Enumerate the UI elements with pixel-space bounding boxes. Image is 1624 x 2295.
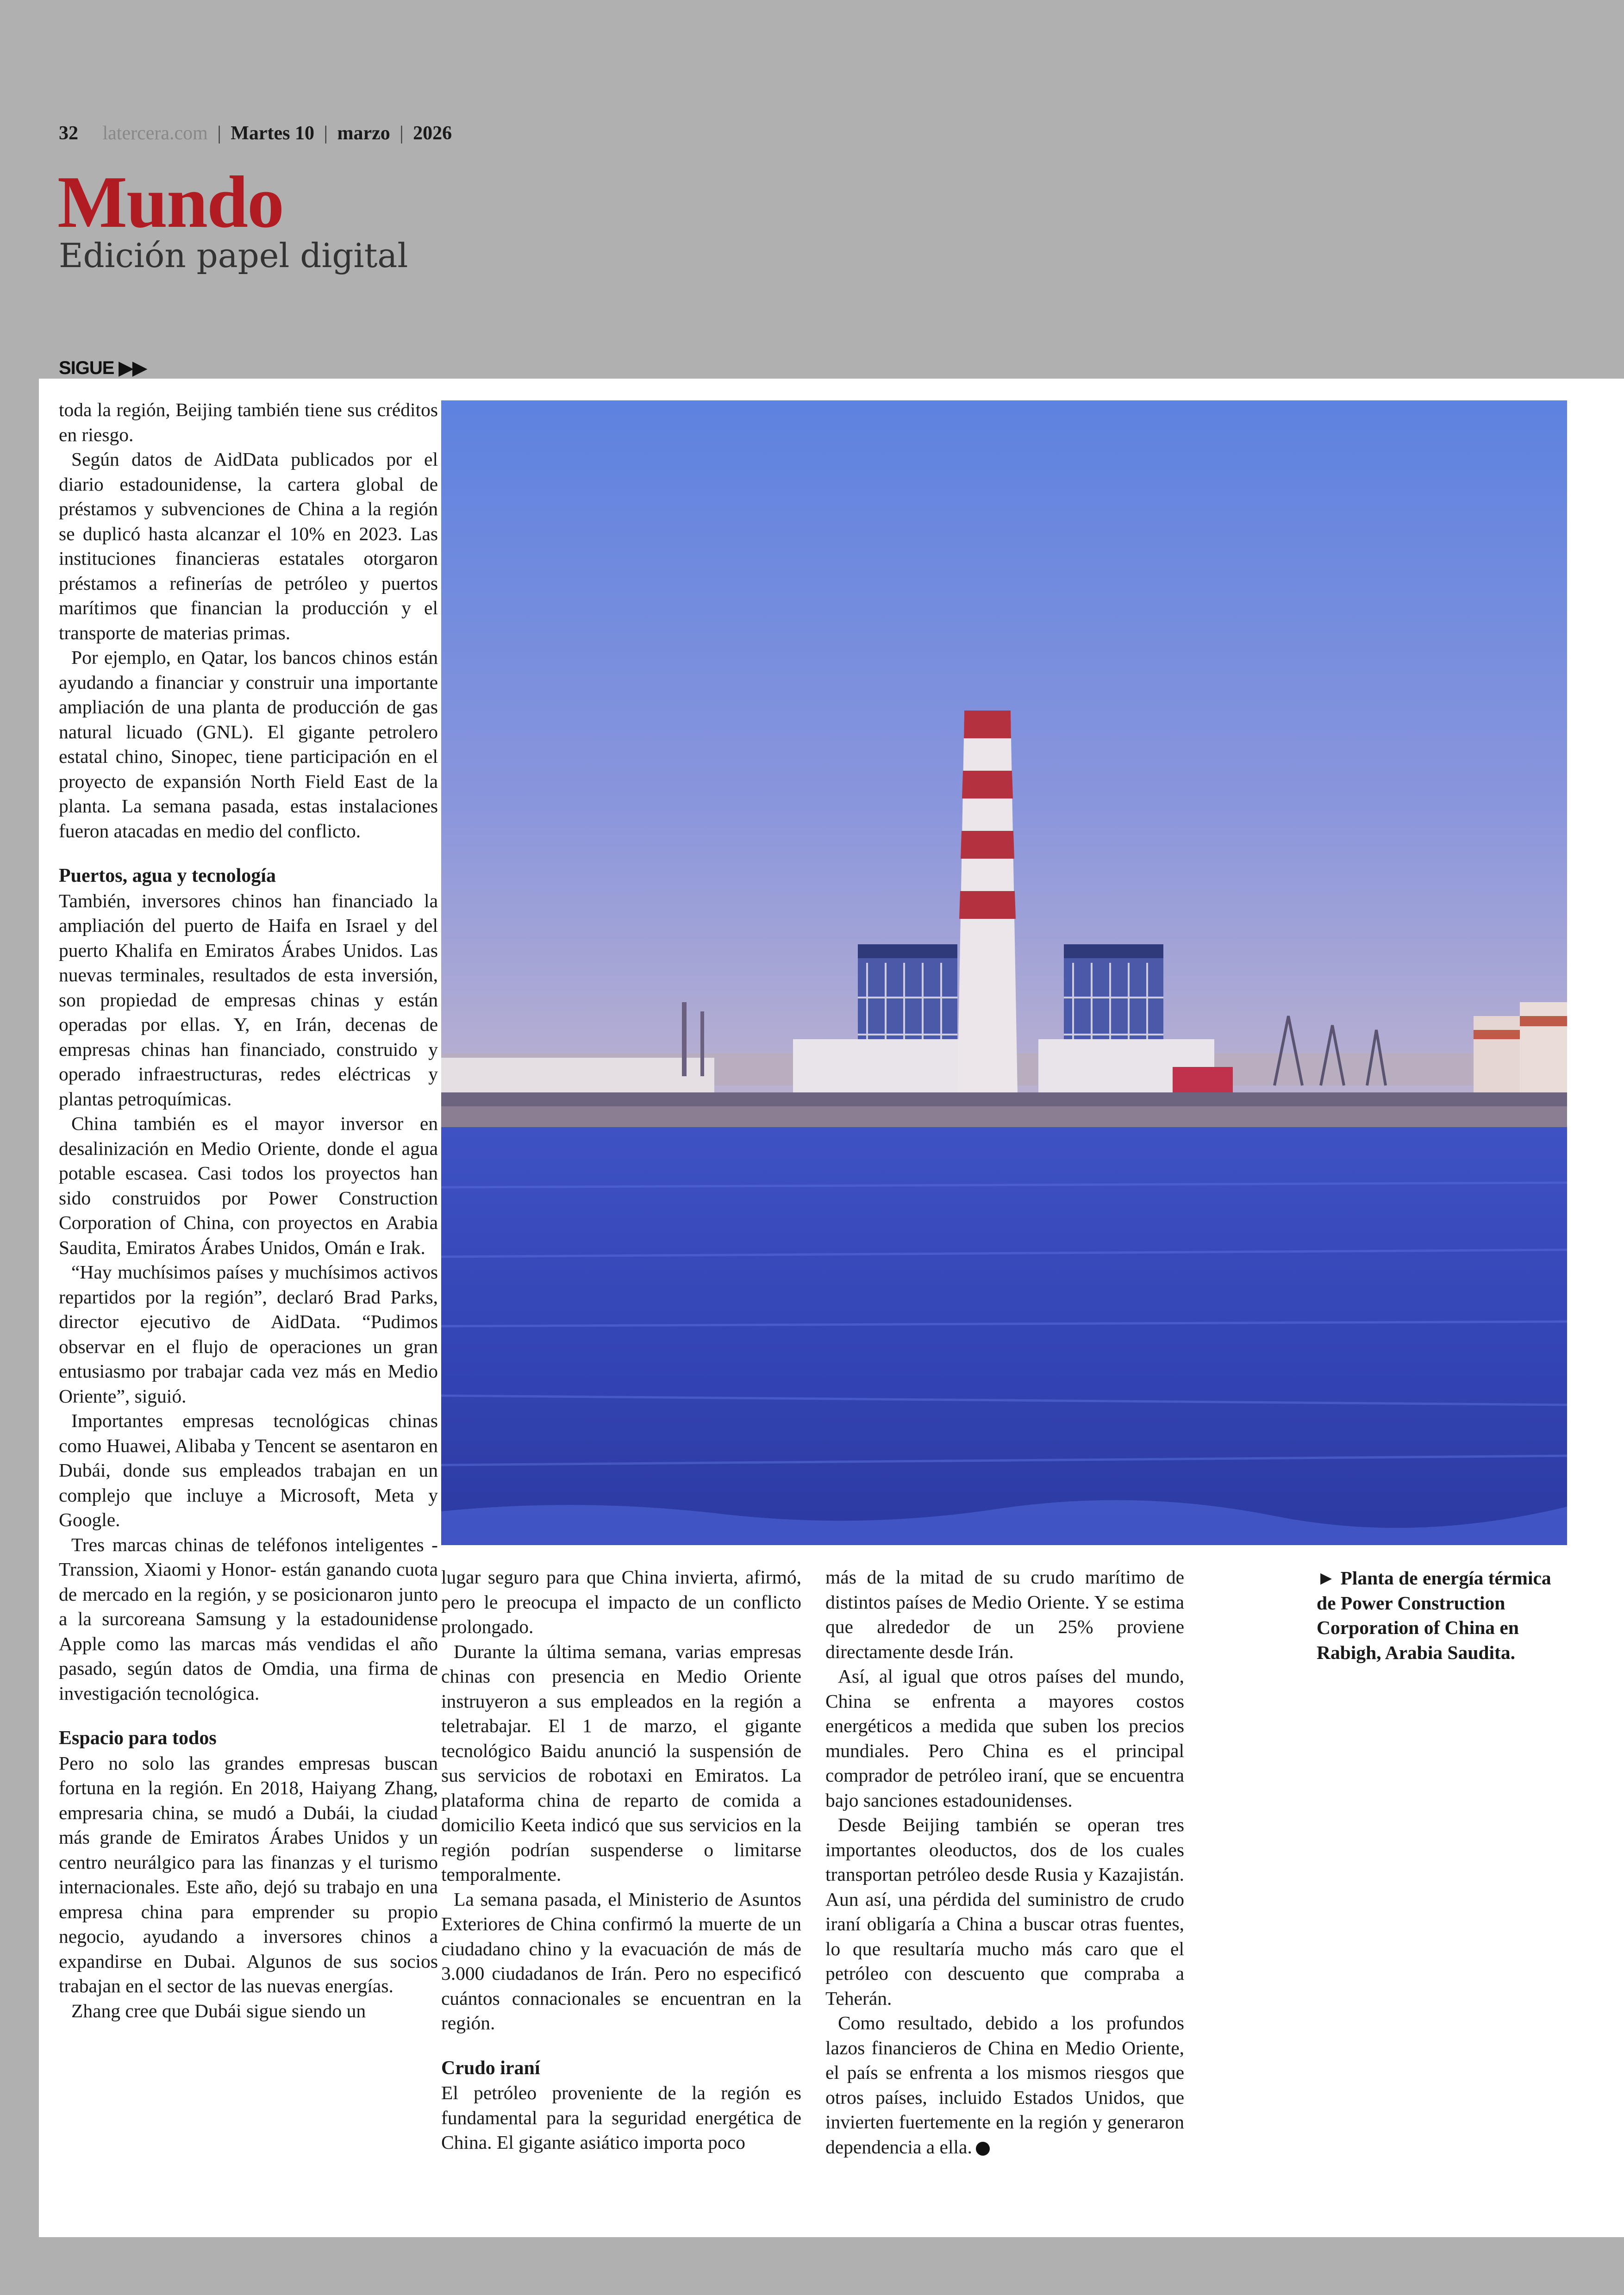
paragraph: más de la mitad de su crudo marítimo de distintos países de Medio Oriente. Y se estima que alrededor de un 25% proviene directamente desde Irán.	[825, 1566, 1184, 1662]
article-column-2	[441, 1565, 801, 2155]
power-plant-photo	[441, 400, 1567, 1545]
paragraph: Pero no solo las grandes empresas buscan fortuna en la región. En 2018, Haiyang Zhang, empresaria china, se mudó a Dubái, la ciudad más grande de Emiratos Árabes Unidos y un centro neurálgico para las finanzas y el turismo internacionales. Este año, dejó su trabajo en una empresa china para emprender su propio negocio, ayudando a inversores chinos a expandirse en Dubai. Algunos de sus socios trabajan en el sector de las nuevas energías.	[59, 1752, 438, 1996]
page-number: 32	[59, 123, 78, 144]
folio-year: 2026	[413, 123, 452, 144]
subheading: Espacio para todos	[59, 1727, 217, 1749]
paragraph: Así, al igual que otros países del mundo, China se enfrenta a mayores costos energéticos a medida que suben los precios mundiales. Pero China es el principal comprador de petróleo iraní, que se encuentra bajo sanciones estadounidenses.	[825, 1665, 1184, 1811]
article-page	[39, 379, 1624, 2237]
article-column-3	[825, 1565, 1184, 2159]
subheading: Puertos, agua y tecnología	[59, 865, 276, 886]
paragraph: lugar seguro para que China invierta, afirmó, pero le preocupa el impacto de un conflicto prolongado.	[441, 1566, 801, 1637]
paragraph: También, inversores chinos han financiado la ampliación del puerto de Haifa en Israel y del puerto Khalifa en Emiratos Árabes Unidos. Las nuevas terminales, resultados de esta inversión, son propiedad de empresas chinas y están operadas por ellas. Y, en Irán, decenas de empresas chinas han financiado, construido y operado infraestructuras, redes eléctricas y plantas petroquímicas.	[59, 890, 438, 1110]
folio-month: marzo	[337, 123, 390, 144]
paragraph: China también es el mayor inversor en desalinización en Medio Oriente, donde el agua potable escasea. Casi todos los proyectos han sido construidos por Power Construction Corporation of China, con proyectos en Arabia Saudita, Emiratos Árabes Unidos, Omán e Irak.	[59, 1113, 438, 1258]
page-header	[0, 0, 1624, 379]
continue-marker: SIGUE ▶▶	[59, 358, 147, 378]
paragraph: Zhang cree que Dubái sigue siendo un	[71, 2000, 366, 2021]
paragraph-final	[825, 2011, 1184, 2159]
paragraph: Importantes empresas tecnológicas chinas como Huawei, Alibaba y Tencent se asentaron en Dubái, donde sus empleados trabajan en un complejo que incluye a Microsoft, Meta y Google.	[59, 1410, 438, 1530]
paragraph: Tres marcas chinas de teléfonos inteligentes -Transsion, Xiaomi y Honor- están ganando cuota de mercado en la región, y se posicionaron junto a la surcoreana Samsung y la estadounidense Apple como las marcas más vendidas el año pasado, según datos de Omdia, una firma de investigación tecnológica.	[59, 1534, 438, 1704]
site-name[interactable]: latercera.com	[102, 123, 208, 144]
paragraph: “Hay muchísimos países y muchísimos activos repartidos por la región”, declaró Brad Parks, director ejecutivo de AidData. “Pudimos observar en el flujo de operaciones un gran entusiasmo por trabajar cada vez más en Medio Oriente”, siguió.	[59, 1261, 438, 1407]
subheading: Crudo iraní	[441, 2057, 540, 2079]
folio-separator: |	[217, 123, 221, 144]
paragraph-text: Como resultado, debido a los profundos lazos financieros de China en Medio Oriente, el país se enfrenta a los mismos riesgos que otros países, incluido Estados Unidos, que invierten fuertemente en la región y generaron dependencia a ella.	[825, 2012, 1184, 2158]
folio-separator: |	[400, 123, 404, 144]
paragraph: Desde Beijing también se operan tres importantes oleoductos, dos de los cuales transportan petróleo desde Rusia y Kazajistán. Aun así, una pérdida del suministro de crudo iraní obligaría a China a buscar otras fuentes, lo que resultaría mucho más caro que el petróleo con descuento que compraba a Teherán.	[825, 1814, 1184, 2009]
paragraph: El petróleo proveniente de la región es fundamental para la seguridad energética de China. El gigante asiático importa poco	[441, 2082, 801, 2153]
paragraph: Por ejemplo, en Qatar, los bancos chinos están ayudando a financiar y construir una importante ampliación de una planta de producción de gas natural licuado (GNL). El gigante petrolero estatal chino, Sinopec, tiene participación en el proyecto de expansión North Field East de la planta. La semana pasada, estas instalaciones fueron atacadas en medio del conflicto.	[59, 647, 438, 842]
section-subtitle: Edición papel digital	[59, 236, 408, 275]
folio-day: Martes 10	[231, 123, 315, 144]
end-mark-icon	[976, 2142, 990, 2156]
section-title: Mundo	[57, 161, 283, 243]
folio-line	[59, 122, 452, 144]
photo-caption: ► Planta de energía térmica de Power Construction Corporation of China en Rabigh, Arabia Saudita.	[1317, 1567, 1551, 1663]
folio-separator: |	[324, 123, 328, 144]
paragraph: La semana pasada, el Ministerio de Asuntos Exteriores de China confirmó la muerte de un ciudadano chino y la evacuación de más de 3.000 ciudadanos de Irán. Pero no especificó cuántos connacionales se encuentran en la región.	[441, 1888, 801, 2033]
paragraph: toda la región, Beijing también tiene sus créditos en riesgo.	[59, 399, 438, 445]
article-column-1	[59, 398, 438, 2023]
paragraph: Según datos de AidData publicados por el diario estadounidense, la cartera global de préstamos y subvenciones de China a la región se duplicó hasta alcanzar el 10% en 2023. Las instituciones financieras estatales otorgaron préstamos a refinerías de petróleo y puertos marítimos que financian la producción y el transporte de materias primas.	[59, 449, 438, 643]
paragraph: Durante la última semana, varias empresas chinas con presencia en Medio Oriente instruyeron a sus empleados en la región a teletrabajar. El 1 de marzo, el gigante tecnológico Baidu anunció la suspensión de sus servicios de robotaxi en Emiratos. La plataforma china de reparto de comida a domicilio Keeta indicó que sus servicios en la región podrían suspenderse o limitarse temporalmente.	[441, 1640, 801, 1885]
